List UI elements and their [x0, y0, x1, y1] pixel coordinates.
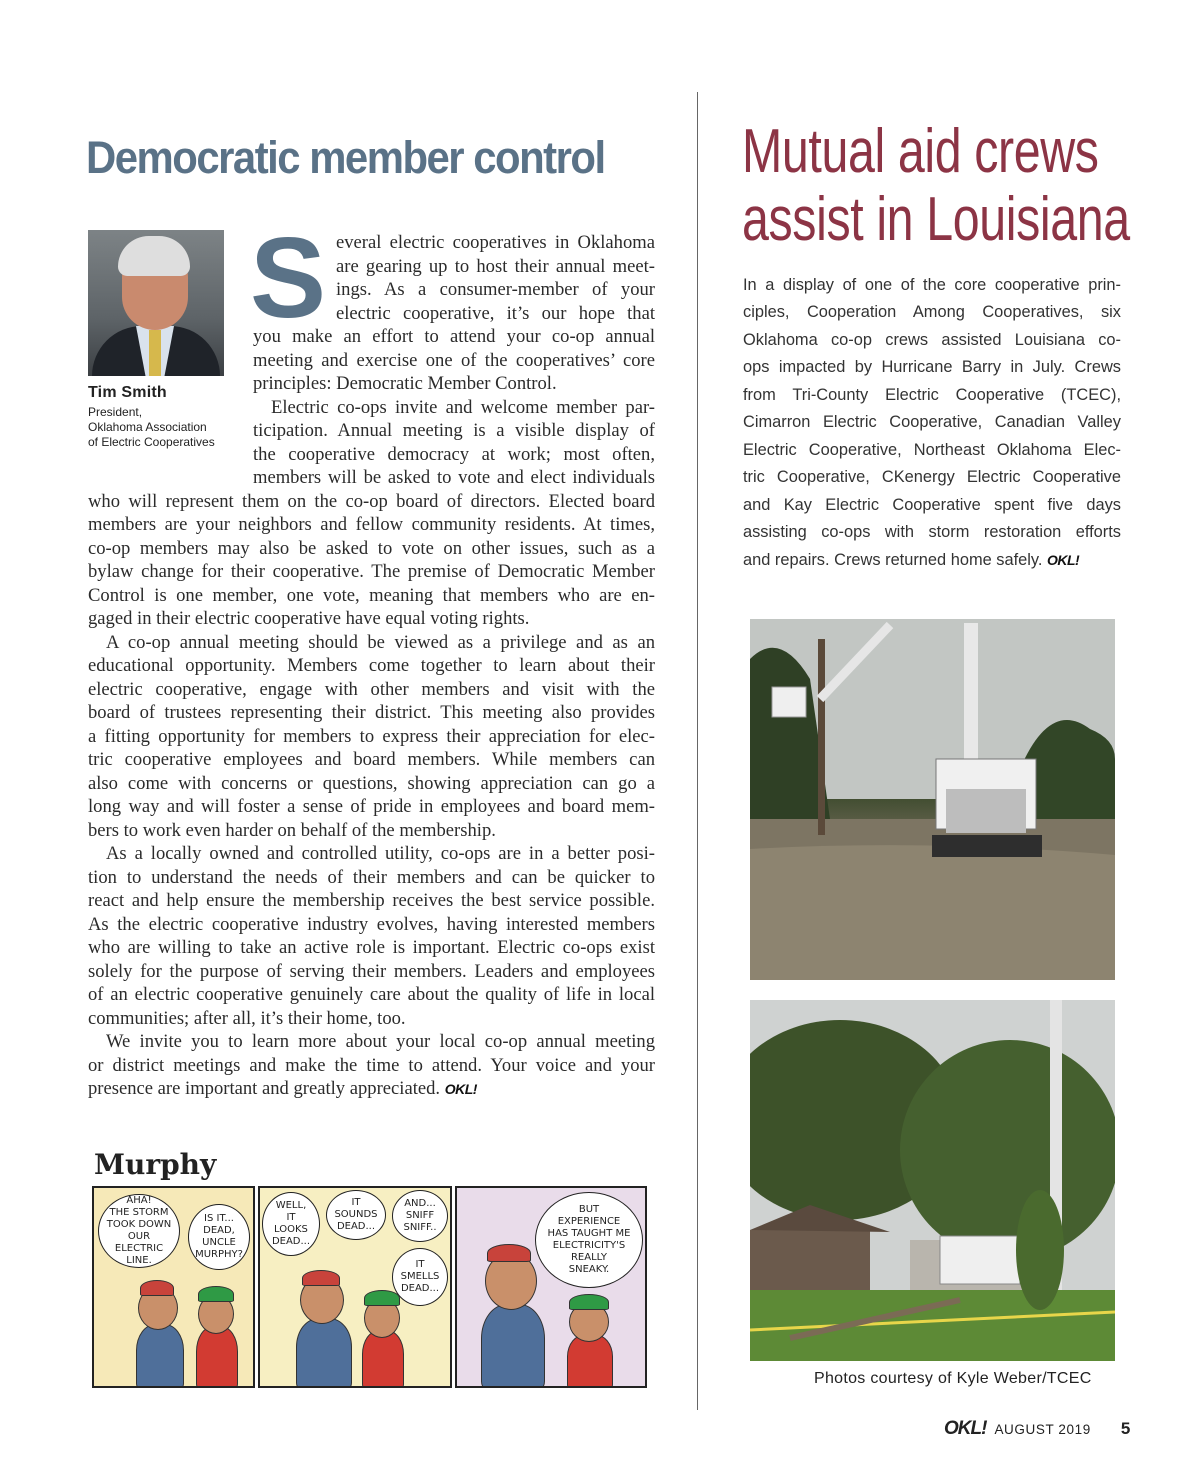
speech-bubble: AND... SNIFF SNIFF..	[392, 1190, 448, 1242]
comic-character-murphy	[130, 1280, 190, 1388]
body-line: ciples, Cooperation Among Cooperatives, six	[743, 303, 1121, 321]
body-line: gaged in their electric cooperative have equal voting rights.	[88, 608, 530, 629]
body-line: ops impacted by Hurricane Barry in July. Crews	[743, 358, 1121, 376]
body-line: react and help ensure the membership receives the best service possible.	[88, 890, 655, 911]
issue-date: AUGUST 2019	[994, 1421, 1091, 1437]
body-line: meeting and exercise one of the cooperatives’ core	[253, 350, 655, 371]
author-byline	[88, 384, 215, 450]
body-line: educational opportunity. Members come together to learn about their	[88, 655, 655, 676]
okl-end-mark: OKL!	[1046, 552, 1080, 568]
body-line: presence are important and greatly appreciated. OKL!	[88, 1078, 477, 1099]
okl-end-mark: OKL!	[444, 1081, 477, 1097]
body-line: Cimarron Electric Cooperative, Canadian Valley	[743, 413, 1121, 431]
author-name: Tim Smith	[88, 384, 167, 401]
body-line: the cooperative democracy at work; most often,	[253, 444, 655, 465]
body-line: a fitting opportunity for members to express their appreciation for elec-	[88, 726, 655, 747]
body-line: solely for the purpose of serving their members. Leaders and employees	[88, 961, 655, 982]
speech-bubble: IS IT... DEAD, UNCLE MURPHY?	[188, 1204, 250, 1270]
magazine-logo: OKL!	[944, 1418, 987, 1439]
body-line: bers to work even harder on behalf of the membership.	[88, 820, 496, 841]
comic-panel-3	[455, 1186, 647, 1388]
body-line: electric cooperative, engage with other members and visit with the	[88, 679, 655, 700]
body-line: Electric co-ops invite and welcome member par-	[271, 397, 655, 418]
body-line: board of trustees representing their district. This meeting also provides	[88, 702, 655, 723]
comic-title: Murphy	[94, 1148, 217, 1181]
speech-bubble: IT SOUNDS DEAD...	[326, 1190, 386, 1240]
body-line: and repairs. Crews returned home safely. OKL!	[743, 551, 1080, 569]
body-line: members will be asked to vote and elect individuals	[253, 467, 655, 488]
body-line: assisting co-ops with storm restoration efforts	[743, 523, 1121, 541]
body-line: who are willing to take an active role is important. Electric co-ops exist	[88, 937, 655, 958]
body-line: ings. As a consumer-member of your	[336, 279, 655, 300]
speech-bubble: AHA! THE STORM TOOK DOWN OUR ELECTRIC LINE.	[98, 1194, 180, 1268]
body-line: As the electric cooperative industry evolves, having interested members	[88, 914, 655, 935]
comic-character-murphy	[475, 1244, 553, 1388]
body-line: electric cooperative, it’s our hope that	[336, 303, 655, 324]
body-line: everal electric cooperatives in Oklahoma	[336, 232, 655, 253]
comic-character-nephew	[356, 1290, 410, 1388]
photo-flooded-bucket-truck	[750, 619, 1115, 980]
body-line: ticipation. Annual meeting is a visible display of	[253, 420, 655, 441]
comic-character-nephew	[561, 1294, 621, 1388]
body-line: tric cooperative employees and board members. While members can	[88, 749, 655, 770]
comic-character-murphy	[290, 1270, 360, 1388]
body-line: of an electric cooperative genuinely care about the quality of life in local	[88, 984, 655, 1005]
body-line: principles: Democratic Member Control.	[253, 373, 557, 394]
photo-credit: Photos courtesy of Kyle Weber/TCEC	[814, 1370, 1092, 1387]
body-line: In a display of one of the core cooperative prin-	[743, 276, 1121, 294]
body-line: We invite you to learn more about your local co-op annual meeting	[106, 1031, 655, 1052]
author-role: President, Oklahoma Association of Electric Cooperatives	[88, 405, 215, 449]
body-line: bylaw change for their cooperative. The premise of Democratic Member	[88, 561, 655, 582]
body-line: Oklahoma co-op crews assisted Louisiana co-	[743, 331, 1121, 349]
article-title: Democratic member control	[86, 132, 605, 183]
body-line: you make an effort to attend your co-op annual	[253, 326, 655, 347]
sidebar-article-title: Mutual aid crews assist in Louisiana	[742, 117, 1130, 254]
body-line: also come with concerns or questions, showing appreciation can go a	[88, 773, 655, 794]
body-line: and Kay Electric Cooperative spent five days	[743, 496, 1121, 514]
body-line: who will represent them on the co-op board of directors. Elected board	[88, 491, 655, 512]
body-line: tric Cooperative, CKenergy Electric Cooperative	[743, 468, 1121, 486]
body-line: co-op members may also be asked to vote on other issues, such as a	[88, 538, 655, 559]
page-number: 5	[1120, 1419, 1131, 1438]
body-line: long way and will foster a sense of pride in employees and board mem-	[88, 796, 655, 817]
body-line: As a locally owned and controlled utility, co-ops are in a better posi-	[106, 843, 655, 864]
photo-crew-storm-restoration	[750, 1000, 1115, 1361]
body-line: Control is one member, one vote, meaning that members who are en-	[88, 585, 655, 606]
body-line: A co-op annual meeting should be viewed as a privilege and as an	[106, 632, 655, 653]
body-line: members are your neighbors and fellow community residents. At times,	[88, 514, 655, 535]
comic-panel-2	[258, 1186, 452, 1388]
author-portrait	[88, 230, 224, 376]
drop-cap: S	[250, 215, 327, 342]
column-divider	[697, 92, 698, 1410]
body-line: are gearing up to host their annual meet-	[336, 256, 655, 277]
body-line: communities; after all, it’s their home, too.	[88, 1008, 406, 1029]
page-footer	[944, 1418, 1130, 1440]
body-line: or district meetings and make the time to attend. Your voice and your	[88, 1055, 655, 1076]
comic-panel-1	[92, 1186, 255, 1388]
body-line: from Tri-County Electric Cooperative (TCEC),	[743, 386, 1121, 404]
speech-bubble: WELL, IT LOOKS DEAD...	[262, 1192, 320, 1256]
speech-bubble: BUT EXPERIENCE HAS TAUGHT ME ELECTRICITY'S REALLY SNEAKY.	[535, 1192, 643, 1288]
body-line: Electric Cooperative, Northeast Oklahoma Elec-	[743, 441, 1121, 459]
body-line: tion to understand the needs of their members and can be quicker to	[88, 867, 655, 888]
speech-bubble: IT SMELLS DEAD...	[392, 1248, 448, 1306]
comic-character-nephew	[190, 1286, 244, 1388]
